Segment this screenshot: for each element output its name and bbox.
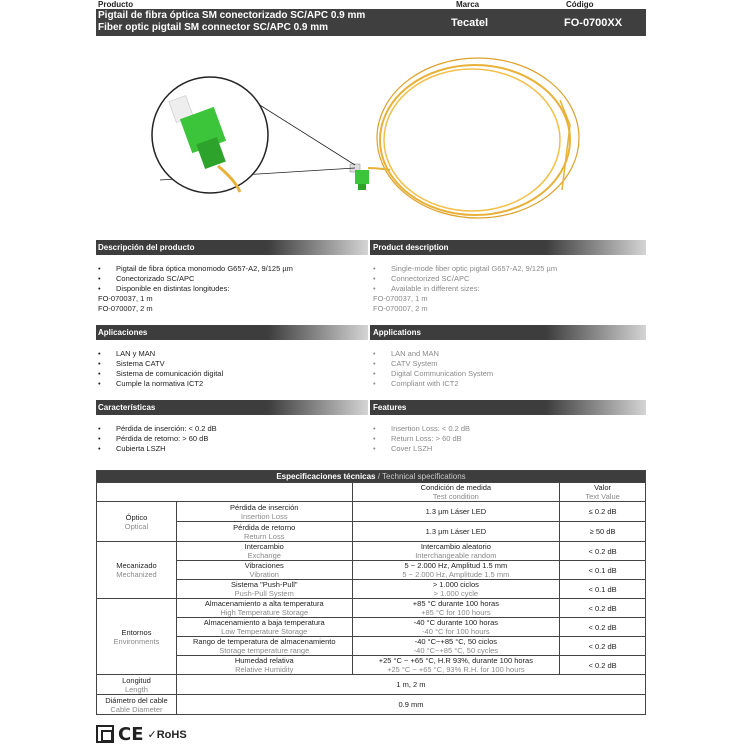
list-item: • Cover LSZH <box>371 444 470 454</box>
list-item: FO-070007, 2 m <box>373 304 428 313</box>
table-row: Vibraciones Vibration 5 ~ 2.000 Hz, Amplitud 1.5 mm 5 ~ 2.000 Hz, Amplitude 1.5 mm < 0.1 dB <box>97 561 646 580</box>
table-row: Mecanizado Mechanized Intercambio Exchange Intercambio aleatorio Interchangeable random < 0.2 dB <box>97 542 646 561</box>
product-label: Producto <box>98 0 134 9</box>
features-list-es <box>96 424 217 454</box>
desc-list-es <box>96 264 293 314</box>
table-row: Diámetro del cable Cable Diameter 0.9 mm <box>97 695 646 715</box>
header-bar <box>96 9 646 36</box>
applications-header <box>96 325 646 340</box>
list-item: • Pérdida de retorno: > 60 dB <box>96 434 217 444</box>
list-item: • Conectorizado SC/APC <box>96 274 293 284</box>
header-labels <box>96 0 646 9</box>
list-item: • Single-mode fiber optic pigtail G657-A2, 9/125 µm <box>371 264 557 274</box>
zoom-lens <box>152 77 355 193</box>
list-item: • Disponible en distintas longitudes: <box>96 284 293 294</box>
list-item: FO-070037, 1 m <box>373 294 428 303</box>
apps-title-en: Applications <box>373 328 422 337</box>
brand-label: Marca <box>456 0 480 9</box>
list-item: • Sistema CATV <box>96 359 223 369</box>
product-code: FO-0700XX <box>564 17 623 29</box>
list-item: • Pérdida de inserción: < 0.2 dB <box>96 424 217 434</box>
table-row: Almacenamiento a baja temperatura Low Temperature Storage -40 °C durante 100 horas -40 °C for 100 hours < 0.2 dB <box>97 618 646 637</box>
spec-title: Especificaciones técnicas / Technical specifications <box>97 471 646 483</box>
desc-title-es: Descripción del producto <box>98 243 195 252</box>
product-image <box>150 40 610 240</box>
table-row: Sistema "Push-Pull" Push-Pull System > 1.000 ciclos > 1.000 cycle < 0.1 dB <box>97 580 646 599</box>
features-title-es: Características <box>98 403 156 412</box>
list-item: • Sistema de comunicación digital <box>96 369 223 379</box>
table-row: Rango de temperatura de almacenamiento Storage temperature range -40 °C~+85 °C, 50 ciclos -40 °C~+85 °C, 50 cycles < 0.2 dB <box>97 637 646 656</box>
features-header <box>96 400 646 415</box>
table-row: Pérdida de retorno Return Loss 1.3 µm Láser LED ≥ 50 dB <box>97 522 646 542</box>
table-row: Entornos Environments Almacenamiento a alta temperatura High Temperature Storage +85 °C durante 100 horas +85 °C for 100 hours < 0.2 dB <box>97 599 646 618</box>
list-item: • Cubierta LSZH <box>96 444 217 454</box>
brand-name: Tecatel <box>451 17 489 29</box>
list-item: • Return Loss: > 60 dB <box>371 434 470 444</box>
ce-mark-icon: CE <box>118 723 144 745</box>
table-row: Condición de medida Test condition Valor Text Value <box>97 483 646 502</box>
title-en: Fiber optic pigtail SM connector SC/APC 0.9 mm <box>98 22 329 33</box>
title-es: Pigtail de fibra óptica SM conectorizado SC/APC 0.9 mm <box>98 10 366 21</box>
list-item: • CATV System <box>371 359 493 369</box>
list-item: • LAN y MAN <box>96 349 223 359</box>
list-item: • Compliant with ICT2 <box>371 379 493 389</box>
code-label: Código <box>566 0 594 9</box>
list-item: FO-070037, 1 m <box>98 294 153 303</box>
list-item: • Available in different sizes: <box>371 284 557 294</box>
apps-title-es: Aplicaciones <box>98 328 148 337</box>
table-row: Humedad relativa Relative Humidity +25 °C ~ +65 °C, H.R 93%, durante 100 horas +25 °C ~ +65 °C, 93% R.H. for 100 hours < 0.2 dB <box>97 656 646 675</box>
fiber-coil <box>368 58 579 218</box>
apps-list-en <box>371 349 493 389</box>
features-list-en <box>371 424 470 454</box>
features-title-en: Features <box>373 403 407 412</box>
description-header <box>96 240 646 255</box>
desc-title-en: Product description <box>373 243 449 252</box>
list-item: FO-070007, 2 m <box>98 304 153 313</box>
desc-list-en <box>371 264 557 314</box>
rohs-icon: ✓RoHS <box>147 728 187 741</box>
spec-table <box>96 470 646 715</box>
list-item: • Connectorized SC/APC <box>371 274 557 284</box>
list-item: • Insertion Loss: < 0.2 dB <box>371 424 470 434</box>
table-row: Longitud Length 1 m, 2 m <box>97 675 646 695</box>
list-item: • Cumple la normativa ICT2 <box>96 379 223 389</box>
certifications <box>96 724 187 744</box>
apps-list-es <box>96 349 223 389</box>
list-item: • Pigtail de fibra óptica monomodo G657-A2, 9/125 µm <box>96 264 293 274</box>
table-row: Óptico Optical Pérdida de inserción Insertion Loss 1.3 µm Láser LED ≤ 0.2 dB <box>97 502 646 522</box>
list-item: • Digital Communication System <box>371 369 493 379</box>
list-item: • LAN and MAN <box>371 349 493 359</box>
double-insulation-icon <box>96 725 114 743</box>
